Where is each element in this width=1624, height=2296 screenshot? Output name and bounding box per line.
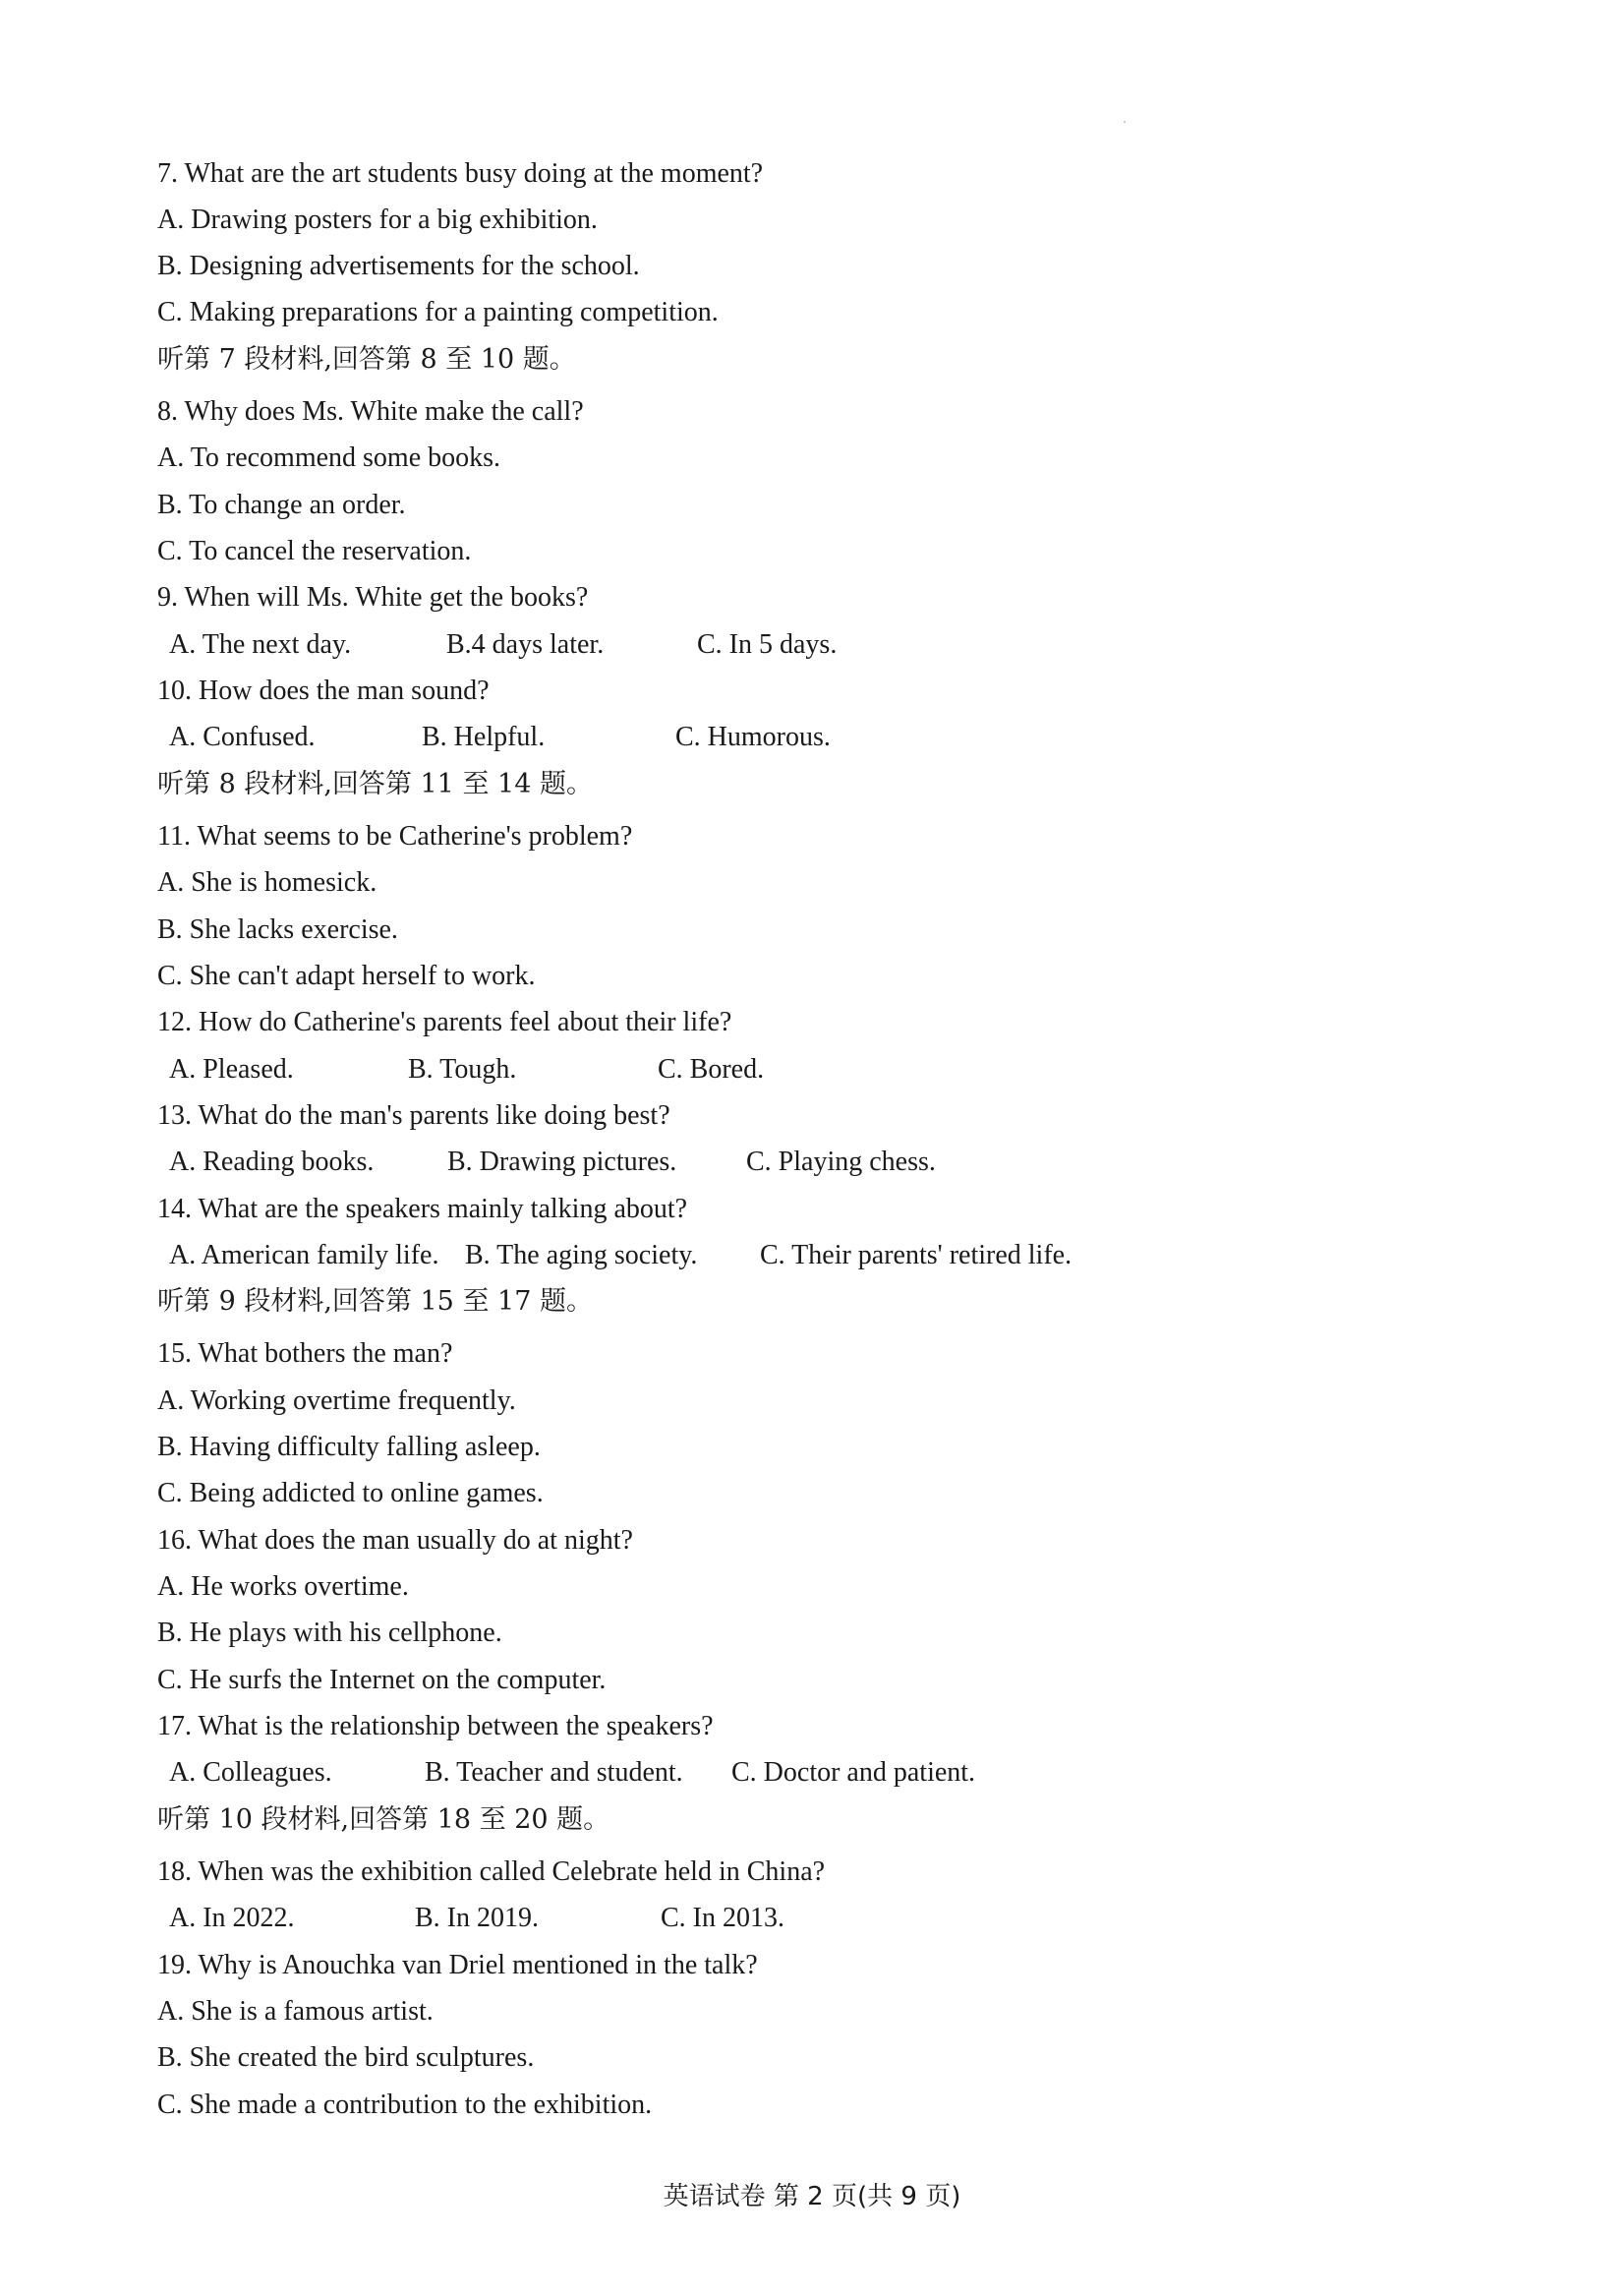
q16-option-b: B. He plays with his cellphone. bbox=[157, 1618, 502, 1648]
question-15: 15. What bothers the man? bbox=[157, 1338, 453, 1369]
q10-option-c: C. Humorous. bbox=[675, 722, 831, 752]
q11-option-b: B. She lacks exercise. bbox=[157, 914, 398, 945]
question-7: 7. What are the art students busy doing at the moment? bbox=[157, 158, 764, 189]
section-9-heading: 听第 9 段材料,回答第 15 至 17 题。 bbox=[157, 1286, 593, 1317]
q12-option-c: C. Bored. bbox=[658, 1054, 765, 1085]
q7-option-b: B. Designing advertisements for the school. bbox=[157, 251, 640, 281]
scan-speck bbox=[1124, 121, 1126, 123]
q11-option-a: A. She is homesick. bbox=[157, 867, 377, 898]
question-18: 18. When was the exhibition called Celebrate held in China? bbox=[157, 1856, 826, 1887]
question-12: 12. How do Catherine's parents feel about their life? bbox=[157, 1007, 732, 1037]
q19-option-a: A. She is a famous artist. bbox=[157, 1996, 434, 2027]
q14-option-c: C. Their parents' retired life. bbox=[760, 1240, 1073, 1270]
q10-option-b: B. Helpful. bbox=[422, 722, 546, 752]
q17-option-c: C. Doctor and patient. bbox=[731, 1757, 976, 1788]
question-14: 14. What are the speakers mainly talking about? bbox=[157, 1194, 688, 1224]
q8-option-b: B. To change an order. bbox=[157, 490, 406, 520]
question-11: 11. What seems to be Catherine's problem? bbox=[157, 821, 633, 852]
q10-option-a: A. Confused. bbox=[169, 722, 316, 752]
q15-option-b: B. Having difficulty falling asleep. bbox=[157, 1432, 541, 1462]
q14-option-a: A. American family life. bbox=[169, 1240, 439, 1270]
q9-option-b: B.4 days later. bbox=[446, 629, 605, 660]
question-13: 13. What do the man's parents like doing best? bbox=[157, 1100, 670, 1131]
q12-option-a: A. Pleased. bbox=[169, 1054, 294, 1085]
question-9: 9. When will Ms. White get the books? bbox=[157, 582, 589, 613]
section-7-heading: 听第 7 段材料,回答第 8 至 10 题。 bbox=[157, 344, 576, 375]
q11-option-c: C. She can't adapt herself to work. bbox=[157, 961, 536, 991]
question-17: 17. What is the relationship between the speakers? bbox=[157, 1711, 714, 1741]
q15-option-c: C. Being addicted to online games. bbox=[157, 1478, 544, 1508]
q18-option-b: B. In 2019. bbox=[415, 1903, 539, 1933]
q16-option-c: C. He surfs the Internet on the computer. bbox=[157, 1665, 607, 1695]
q17-option-a: A. Colleagues. bbox=[169, 1757, 332, 1788]
q19-option-b: B. She created the bird sculptures. bbox=[157, 2042, 535, 2073]
section-10-heading: 听第 10 段材料,回答第 18 至 20 题。 bbox=[157, 1804, 610, 1835]
question-8: 8. Why does Ms. White make the call? bbox=[157, 396, 584, 427]
q13-option-a: A. Reading books. bbox=[169, 1147, 375, 1177]
section-8-heading: 听第 8 段材料,回答第 11 至 14 题。 bbox=[157, 769, 593, 799]
question-16: 16. What does the man usually do at night? bbox=[157, 1525, 633, 1556]
q9-option-c: C. In 5 days. bbox=[697, 629, 838, 660]
q12-option-b: B. Tough. bbox=[408, 1054, 517, 1085]
q19-option-c: C. She made a contribution to the exhibition. bbox=[157, 2090, 653, 2120]
question-19: 19. Why is Anouchka van Driel mentioned in the talk? bbox=[157, 1950, 758, 1980]
q8-option-a: A. To recommend some books. bbox=[157, 442, 501, 473]
q9-option-a: A. The next day. bbox=[169, 629, 352, 660]
q18-option-c: C. In 2013. bbox=[661, 1903, 784, 1933]
q14-option-b: B. The aging society. bbox=[465, 1240, 698, 1270]
q7-option-c: C. Making preparations for a painting competition. bbox=[157, 297, 719, 327]
q7-option-a: A. Drawing posters for a big exhibition. bbox=[157, 205, 598, 235]
q16-option-a: A. He works overtime. bbox=[157, 1571, 409, 1602]
q8-option-c: C. To cancel the reservation. bbox=[157, 536, 472, 566]
q18-option-a: A. In 2022. bbox=[169, 1903, 295, 1933]
page-footer: 英语试卷 第 2 页(共 9 页) bbox=[663, 2182, 961, 2211]
q13-option-c: C. Playing chess. bbox=[746, 1147, 936, 1177]
q13-option-b: B. Drawing pictures. bbox=[447, 1147, 677, 1177]
q15-option-a: A. Working overtime frequently. bbox=[157, 1385, 516, 1416]
q17-option-b: B. Teacher and student. bbox=[425, 1757, 683, 1788]
question-10: 10. How does the man sound? bbox=[157, 676, 490, 706]
